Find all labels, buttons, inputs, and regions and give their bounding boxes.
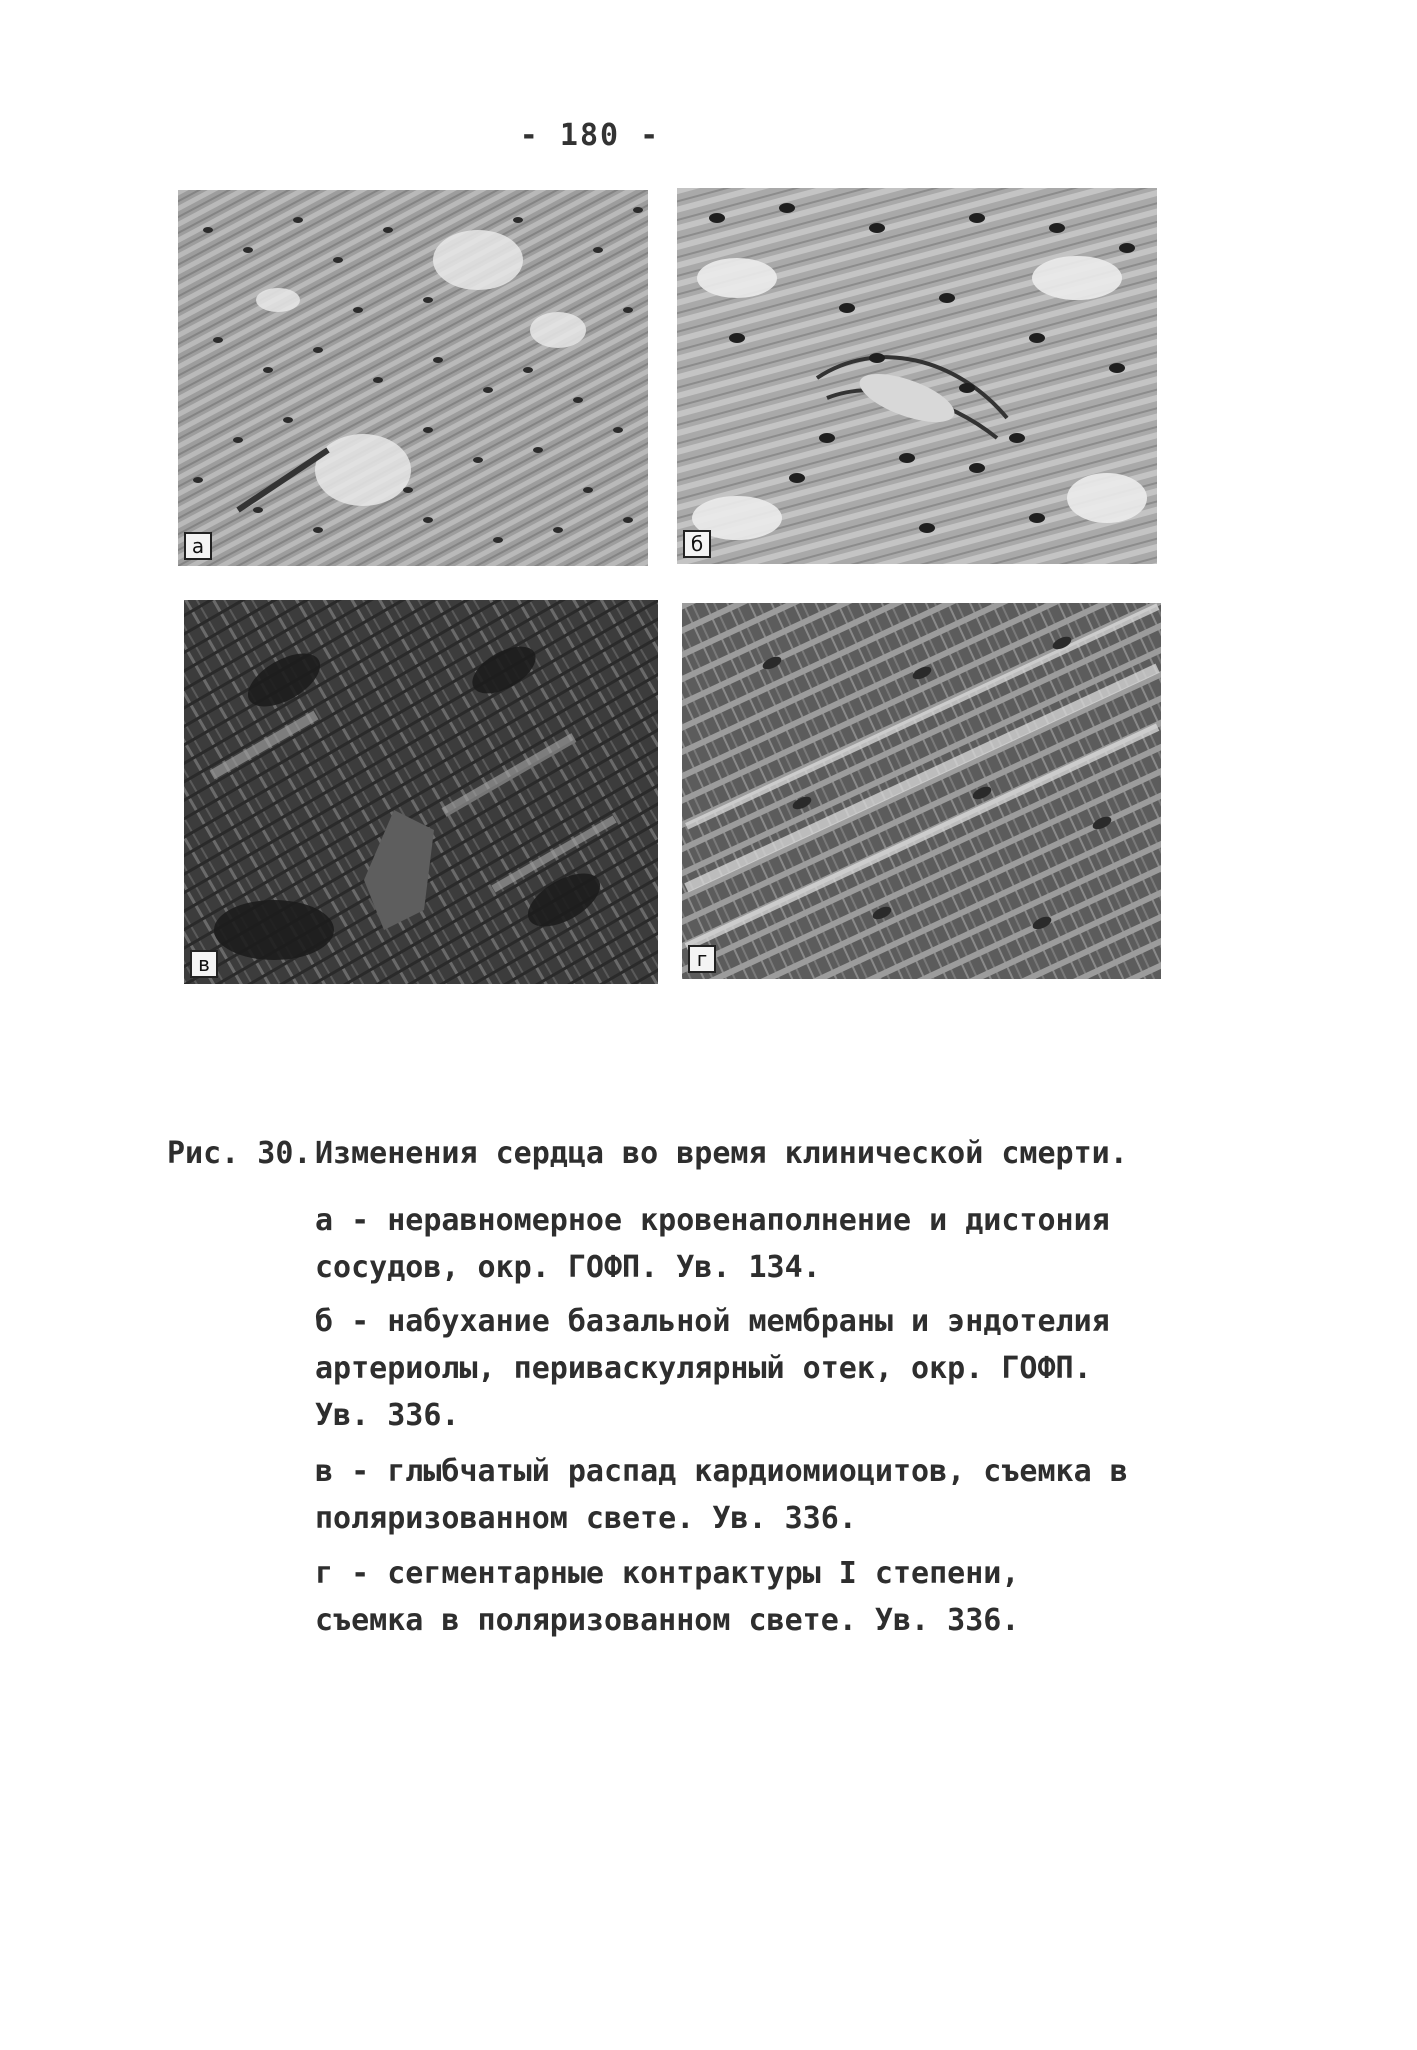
caption-item-a: а - неравномерное кровенаполнение и дистония сосудов, окр. ГОФП. Ув. 134. — [315, 1203, 1110, 1285]
micrograph-b — [677, 188, 1157, 564]
micrograph-g — [682, 603, 1161, 979]
micrograph-a — [178, 190, 648, 566]
panel-label-a: а — [184, 532, 212, 560]
caption-item-g: г - сегментарные контрактуры I степени, съемка в поляризованном свете. Ув. 336. — [315, 1556, 1020, 1638]
caption-title: Изменения сердца во время клинической смерти. — [315, 1136, 1128, 1171]
caption-item-v: в - глыбчатый распад кардиомиоцитов, съемка в поляризованном свете. Ув. 336. — [315, 1454, 1128, 1536]
panel-label-g: г — [688, 945, 716, 973]
panel-label-v: в — [190, 950, 218, 978]
panel-label-b: б — [683, 530, 711, 558]
caption-item-b: б - набухание базальной мембраны и эндотелия артериолы, периваскулярный отек, окр. ГОФП. Ув. 336. — [315, 1304, 1110, 1433]
micrograph-v — [184, 600, 658, 984]
page-number: - 180 - — [519, 118, 661, 153]
figure-number: Рис. 30. — [167, 1136, 312, 1171]
